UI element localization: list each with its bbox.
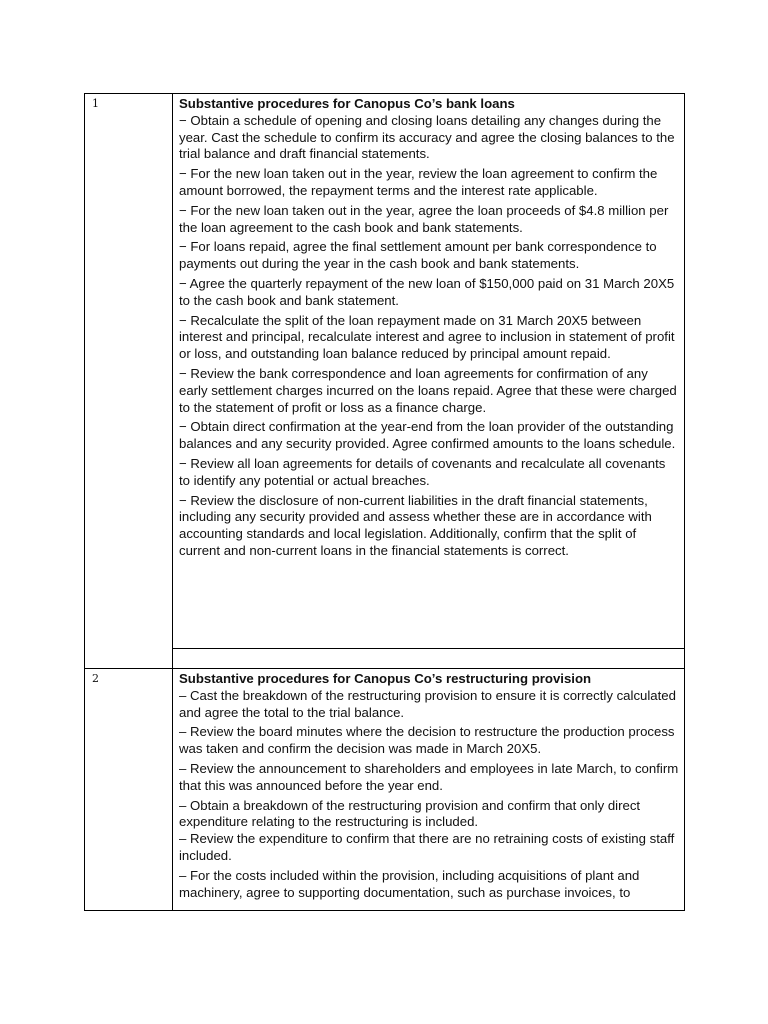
paragraph: − Review the bank correspondence and loan agreements for confirmation of any early settlement charges incurred on the loans repaid. Agree that these were charged to the statement of profit or loss as a finance charge.: [179, 365, 677, 415]
paragraph: – Obtain a breakdown of the restructuring provision and confirm that only direct expenditure relating to the restructuring is included.: [179, 797, 641, 830]
paragraph: − Recalculate the split of the loan repayment made on 31 March 20X5 between interest and principal, recalculate interest and agree to inclusion in statement of profit or loss, and outstanding loan balance reduced by principal amount repaid.: [179, 312, 675, 362]
paragraph: − For the new loan taken out in the year, agree the loan proceeds of $4.8 million per the loan agreement to the cash book and bank statements.: [179, 202, 669, 235]
paragraph: − Review the disclosure of non-current liabilities in the draft financial statements, including any security provided and assess whether these are in accordance with: [179, 492, 652, 525]
paragraph-continuation: accounting standards and local legislation. Additionally, confirm that the split of current and non-current loans in the financial statements is correct.: [179, 526, 637, 558]
row-number: 1: [85, 94, 173, 669]
table-row: [85, 94, 685, 669]
section-content: [173, 669, 685, 911]
paragraph: − For loans repaid, agree the final settlement amount per bank correspondence to payments out during the year in the cash book and bank statements.: [179, 239, 657, 272]
procedures-table: [84, 93, 685, 911]
table-row: [85, 669, 685, 911]
paragraph: – Review the announcement to shareholders and employees in late March, to confirm that this was announced before the year end.: [179, 760, 679, 793]
section-heading: Substantive procedures for Canopus Co’s bank loans: [179, 96, 515, 111]
section-heading: Substantive procedures for Canopus Co’s restructuring provision: [179, 671, 592, 686]
section-content: [173, 94, 685, 669]
paragraph: − Review all loan agreements for details of covenants and recalculate all covenants to identify any potential or actual breaches.: [179, 455, 666, 488]
paragraph: – Review the expenditure to confirm that there are no retraining costs of existing staff included.: [179, 831, 675, 863]
paragraph: – Review the board minutes where the decision to restructure the production process was taken and confirm the decision was made in March 20X5.: [179, 724, 675, 757]
paragraph: − For the new loan taken out in the year, review the loan agreement to confirm the amount borrowed, the repayment terms and the interest rate applicable.: [179, 166, 658, 198]
inner-divider: [173, 648, 684, 649]
paragraph: – Cast the breakdown of the restructuring provision to ensure it is correctly calculated and agree the total to the trial balance.: [179, 687, 676, 720]
paragraph: − Agree the quarterly repayment of the new loan of $150,000 paid on 31 March 20X5 to the cash book and bank statement.: [179, 275, 675, 308]
paragraph: – For the costs included within the provision, including acquisitions of plant and machinery, agree to supporting documentation, such as purchase invoices, to: [179, 867, 640, 900]
paragraph: − Obtain a schedule of opening and closing loans detailing any changes during the year. Cast the schedule to confirm its accuracy and agree the closing balances to the trial balance and draft financial statements.: [179, 112, 675, 162]
paragraph: − Obtain direct confirmation at the year-end from the loan provider of the outstanding balances and any security provided. Agree confirmed amounts to the loans schedule.: [179, 419, 676, 452]
row-number: 2: [85, 669, 173, 911]
